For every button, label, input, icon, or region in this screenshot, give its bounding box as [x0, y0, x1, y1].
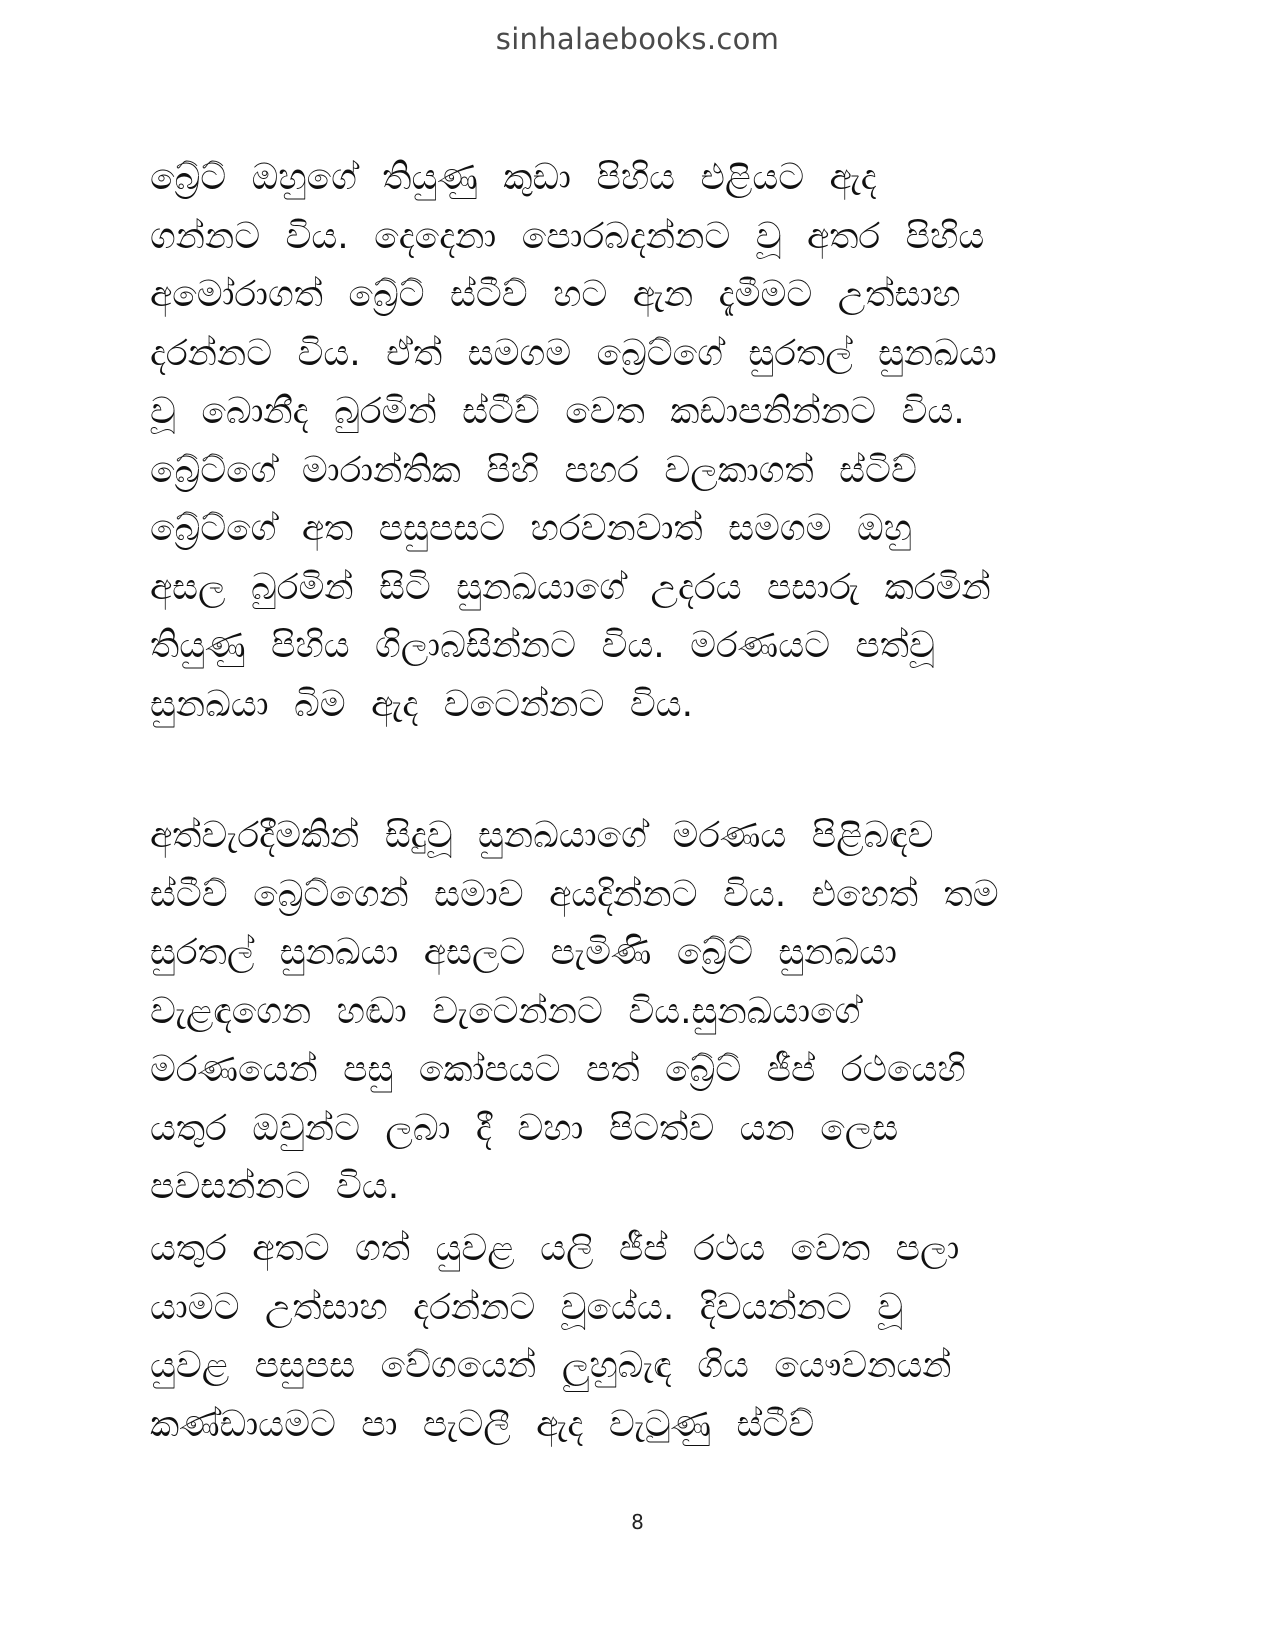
text-line: අසල බුරමින් සිටි සුනඛයාගේ උදරය පසාරු කරමින් — [150, 566, 991, 608]
text-line: යතුර ඔවුන්ට ලබා දී වහා පිටත්ව යන ලෙස — [150, 1107, 899, 1149]
text-line: වූ බොනීද බුරමින් ස්ටීව් වෙත කඩාපනින්නට විය. — [150, 391, 965, 432]
text-line: පවසන්නට විය. — [150, 1166, 400, 1207]
text-line: දරන්නට විය. ඒත් සමගම බ්‍රෙට්ගේ සුරතල් සුනඛයා — [150, 332, 997, 374]
text-line: වැළඳගෙන හඬා වැටෙන්නට විය.සුනඛයාගේ — [150, 990, 861, 1032]
text-line: සුරතල් සුනඛයා අසලට පැමිණි බ්‍රේට් සුනඛයා — [150, 932, 897, 973]
text-line: සුනඛයා බිම ඇද වටෙන්නට විය. — [150, 683, 694, 725]
text-line: කණ්ඩායමට පා පැටලී ඇද වැටුණු ස්ටීව් — [150, 1403, 815, 1445]
text-line: ගන්නට විය. දෙදෙනා පොරබදන්නට වූ අතර පිහිය — [150, 215, 985, 257]
text-line: ස්ටීව් බ්‍රෙට්ගෙන් සමාව අයදින්නට විය. එහෙත් තම — [150, 873, 999, 915]
text-line: තියුණු පිහිය ගිලාබසින්නට විය. මරණයට පත්වූ — [150, 625, 935, 666]
text-line: යාමට උත්සාහ දරන්නට වූයේය. දිවයන්නට වූ — [150, 1286, 904, 1328]
text-line: මරණයෙන් පසු කෝපයට පත් බ්‍රේට් ජීප් රථයෙහි — [150, 1049, 966, 1090]
text-line: අමෝරාගත් බ්‍රේට් ස්ටීව් හට ඇන දැමීමට උත්සාහ — [150, 274, 961, 315]
text-line: අත්වැරදීමකින් සිදුවූ සුනඛයාගේ මරණය පිළිබඳව — [150, 815, 934, 856]
text-line: යුවළ පසුපස වේගයෙන් ලුහුබැඳ ගිය යෞවනයන් — [150, 1345, 952, 1386]
site-header: sinhalaebooks.com — [495, 22, 780, 56]
paragraph-2 — [150, 807, 1150, 1217]
text-line: බ්‍රේට් ඔහුගේ තියුණු කුඩා පිහිය එළියට ඇද — [150, 157, 877, 198]
text-line: බ්‍රේට්ගේ අත පසුපසට හරවනවාත් සමගම ඔහු — [150, 508, 912, 549]
text-line: බ්‍රේට්ගේ මාරාන්තික පිහි පහර වලකාගත් ස්ටිව් — [150, 449, 917, 491]
text-line: යතුර අතට ගත් යුවළ යලි ජීප් රථය වෙත පලා — [150, 1228, 960, 1269]
paragraph-1 — [150, 149, 1150, 734]
paragraph-3 — [150, 1220, 1150, 1454]
page-number: 8 — [631, 1510, 644, 1534]
